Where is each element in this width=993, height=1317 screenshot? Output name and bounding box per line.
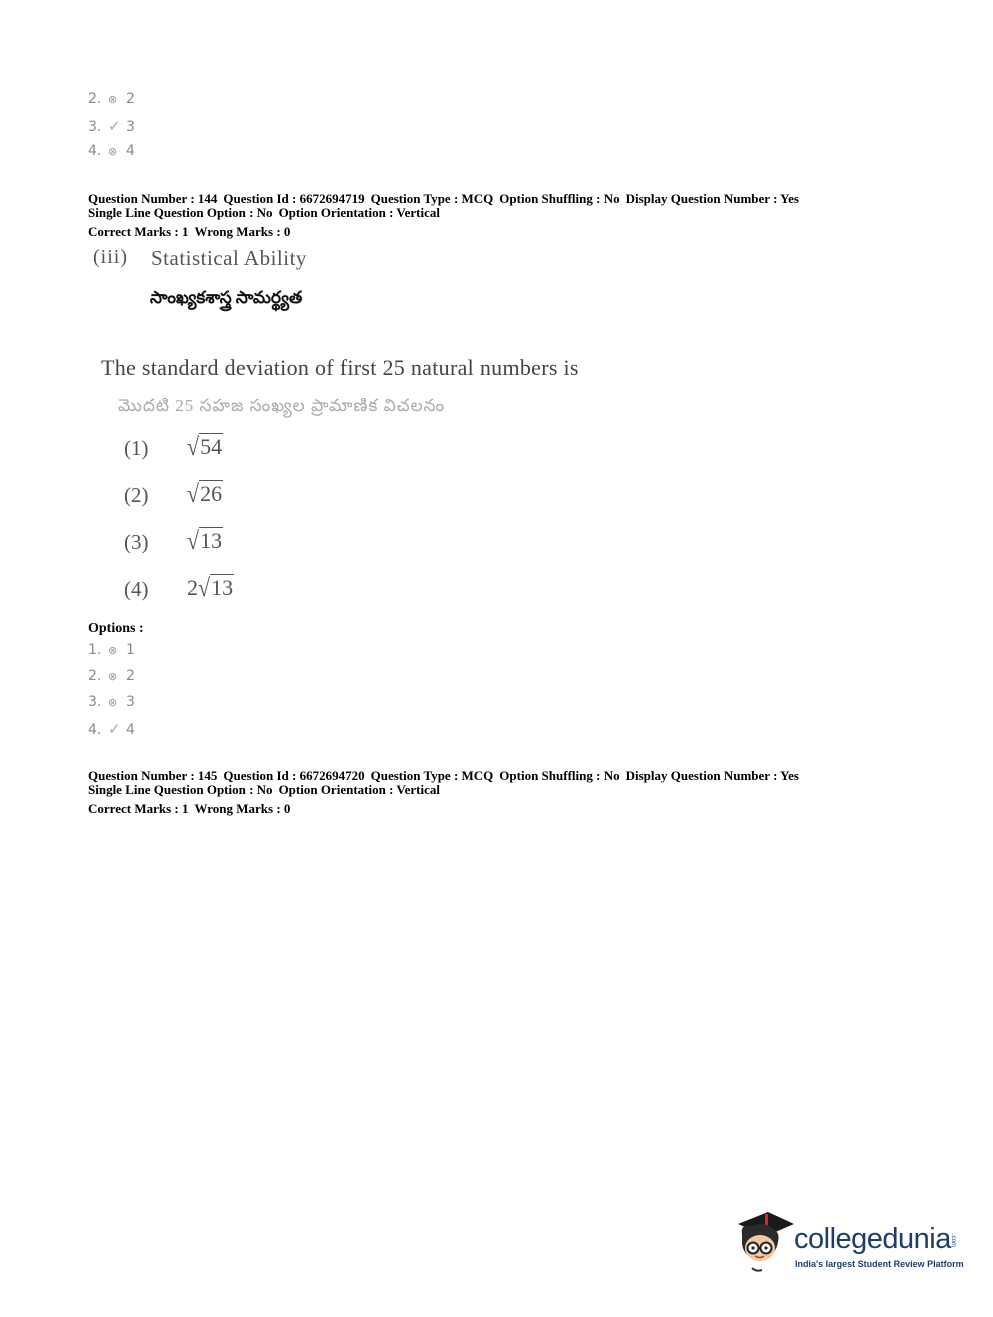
q144-meta-line1 <box>88 191 805 206</box>
option-number: 2. <box>88 668 102 684</box>
choice-label: (2) <box>124 483 149 507</box>
choice-3 <box>124 530 149 555</box>
correct-marks: Correct Marks : 1 <box>88 224 189 239</box>
question-text-telugu: మొదటి 25 సహజ సంఖ్యల ప్రామాణిక విచలనం <box>118 396 446 415</box>
choice-2 <box>124 483 149 508</box>
choice-3-value <box>187 528 223 554</box>
display-question-number: Display Question Number : Yes <box>625 768 799 783</box>
option-number: 3. <box>88 119 102 135</box>
option-4 <box>88 720 135 738</box>
logo-wordmark: collegedunia <box>794 1223 951 1255</box>
option-number: 4. <box>88 722 102 738</box>
choice-label: (4) <box>124 577 149 601</box>
option-value: 1 <box>126 642 135 658</box>
check-icon: ✓ <box>108 117 121 135</box>
option-number: 4. <box>88 143 102 159</box>
radicand: 13 <box>211 575 234 600</box>
option-number: 3. <box>88 694 102 710</box>
question-id: Question Id : 6672694720 <box>223 768 365 783</box>
question-text: The standard deviation of first 25 natural numbers is <box>101 355 579 380</box>
option-value: 2 <box>126 91 135 107</box>
option-number: 1. <box>88 642 102 658</box>
options-label: Options : <box>88 621 144 636</box>
mascot-logo-icon <box>734 1210 798 1280</box>
q144-meta-line3 <box>88 224 296 239</box>
sqrt-symbol: √ <box>187 432 200 461</box>
cross-icon: ⊗ <box>108 670 118 683</box>
option-value: 2 <box>126 668 135 684</box>
check-icon: ✓ <box>108 720 121 738</box>
choice-2-value <box>187 481 223 507</box>
display-question-number: Display Question Number : Yes <box>625 191 799 206</box>
option-3 <box>88 694 135 710</box>
option-2 <box>88 668 135 684</box>
question-number: Question Number : 144 <box>88 191 218 206</box>
radicand: 13 <box>200 528 223 553</box>
cross-icon: ⊗ <box>108 145 118 158</box>
choice-label: (1) <box>124 436 149 460</box>
sqrt-symbol: √ <box>187 526 200 555</box>
radicand: 54 <box>200 434 223 459</box>
section-title: Statistical Ability <box>151 246 307 270</box>
wrong-marks: Wrong Marks : 0 <box>194 224 291 239</box>
option-value: 4 <box>126 143 135 159</box>
single-line-option: Single Line Question Option : No <box>88 782 273 797</box>
choice-1 <box>124 436 149 461</box>
cross-icon: ⊗ <box>108 93 118 106</box>
sqrt-symbol: √ <box>187 479 200 508</box>
logo-com: .com <box>950 1234 956 1248</box>
prev-option-2 <box>88 91 135 107</box>
choice-4 <box>124 577 149 602</box>
q145-meta-line3 <box>88 801 296 816</box>
question-type: Question Type : MCQ <box>370 768 494 783</box>
wrong-marks: Wrong Marks : 0 <box>194 801 291 816</box>
cross-icon: ⊗ <box>108 644 118 657</box>
section-number: (iii) <box>93 246 128 268</box>
section-title-telugu: సాంఖ్యకశాస్త్ర సామర్థ్యత <box>150 288 303 307</box>
correct-marks: Correct Marks : 1 <box>88 801 189 816</box>
choice-label: (3) <box>124 530 149 554</box>
option-value: 3 <box>126 119 135 135</box>
option-shuffling: Option Shuffling : No <box>499 768 620 783</box>
radicand: 26 <box>200 481 223 506</box>
single-line-option: Single Line Question Option : No <box>88 205 273 220</box>
choice-4-value <box>187 575 234 601</box>
logo-tagline: India's largest Student Review Platform <box>795 1259 964 1269</box>
question-type: Question Type : MCQ <box>370 191 494 206</box>
option-orientation: Option Orientation : Vertical <box>278 205 440 220</box>
choice-1-value <box>187 434 223 460</box>
option-value: 3 <box>126 694 135 710</box>
option-shuffling: Option Shuffling : No <box>499 191 620 206</box>
prev-option-3 <box>88 117 135 135</box>
option-orientation: Option Orientation : Vertical <box>278 782 440 797</box>
option-number: 2. <box>88 91 102 107</box>
sqrt-symbol: √ <box>198 573 211 602</box>
question-number: Question Number : 145 <box>88 768 218 783</box>
q145-meta-line2 <box>88 782 446 797</box>
coefficient: 2 <box>187 575 198 600</box>
option-1 <box>88 642 135 658</box>
q145-meta-line1 <box>88 768 805 783</box>
cross-icon: ⊗ <box>108 696 118 709</box>
option-value: 4 <box>126 722 135 738</box>
question-id: Question Id : 6672694719 <box>223 191 365 206</box>
q144-meta-line2 <box>88 205 446 220</box>
prev-option-4 <box>88 143 135 159</box>
